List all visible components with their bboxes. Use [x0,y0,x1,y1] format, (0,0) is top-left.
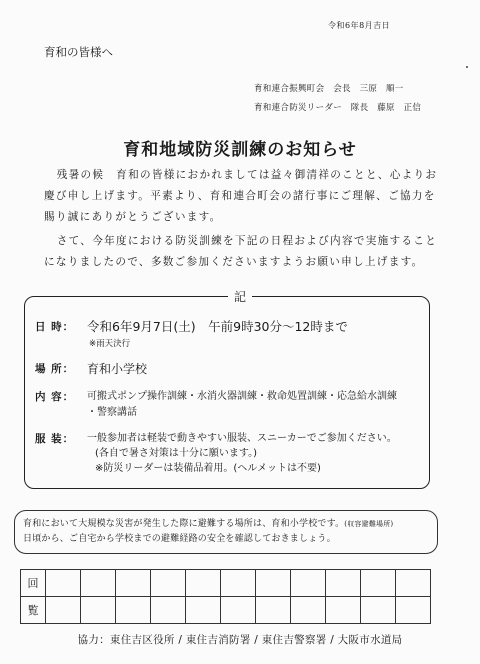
ki-heading [0,288,480,305]
circulation-stamp-cell [361,597,396,624]
notice-line-1-main: 育和において大規模な災害が発生した際に避難する場所は、育和小学校です。 [23,519,345,529]
circulation-stamp-cell [256,597,291,624]
circulation-stamp-cell [256,570,291,597]
circulation-stamp-cell [291,597,326,624]
notice-line-1-small: (収容避難場所) [344,520,394,528]
content-line-1: 可搬式ポンプ操作訓練・水消火器訓練・救命処置訓練・応急給水訓練 [87,391,397,402]
cooperation-line: 協力：東住吉区役所 / 東住吉消防署 / 東住吉警察署 / 大阪市水道局 [77,634,403,646]
circulation-stamp-cell [81,570,116,597]
circulation-stamp-cell [396,597,431,624]
content-line-2: ・警察講話 [87,407,137,418]
sender-line-2: 育和連合防災リーダー 隊長 藤原 正信 [254,103,422,113]
ki-mark: 記 [228,290,252,304]
circulation-stamp-cell [116,570,151,597]
notice-line-2: 日頃から、ご自宅から学校までの避難経路の安全を確認しておきましょう。 [23,534,336,544]
greeting: 育和の皆様へ [44,45,113,59]
dress-value-block [87,431,423,476]
details-box [24,296,430,489]
circulation-stamp-cell [361,570,396,597]
date-label: 日 時： [35,321,75,333]
dress-line-3: ※防災リーダーは装備品着用。(ヘルメットは不要) [95,463,321,474]
evacuation-notice [14,510,438,554]
circulation-stamp-cell [291,570,326,597]
date-value-block [87,319,423,352]
sender-line-1: 育和連合振興町会 会長 三原 順一 [254,84,404,94]
circulation-stamp-cell [46,570,81,597]
dress-line-1: 一般参加者は軽装で動きやすい服装、スニーカーでご参加ください。 [87,433,397,444]
circulation-stamp-cell [326,570,361,597]
circulation-stamp-cell [151,597,186,624]
content-value-block [87,389,423,421]
circulation-stamp-cell [46,597,81,624]
circulation-row-bottom [21,597,431,624]
circulation-stamp-cell [186,597,221,624]
circulation-stamp-cell [221,570,256,597]
circulation-label-top: 回 [21,570,46,597]
body-paragraph-1: 残暑の候 育和の皆様におかれましては益々御清祥のことと、心よりお慶び申し上げます。平素より、育和連合町会の諸行事にご理解、ご協力を賜り誠にありがとうございます。 [44,169,438,223]
notice-line-1 [23,517,429,532]
circulation-row-top [21,570,431,597]
place-value: 育和小学校 [87,362,148,376]
circulation-stamp-cell [396,570,431,597]
circulation-stamp-cell [151,570,186,597]
document-date: 令和6年8月吉日 [328,21,391,30]
circulation-stamp-cell [326,597,361,624]
circulation-stamp-cell [81,597,116,624]
circulation-stamp-cell [116,597,151,624]
dress-line-2: (各自で暑さ対策は十分に願います。) [95,448,258,459]
speck [466,66,468,68]
dress-label: 服 装： [35,433,75,445]
circulation-stamp-cell [221,597,256,624]
circulation-table [20,569,431,624]
content-label: 内 容： [35,391,75,403]
rain-note: ※雨天決行 [89,339,131,349]
page-title: 育和地域防災訓練のお知らせ [123,140,357,160]
date-value: 令和6年9月7日(土) 午前9時30分～12時まで [87,319,348,334]
circulation-label-bottom: 覧 [21,597,46,624]
place-label: 場 所： [35,363,75,375]
body-paragraph-2: さて、今年度における防災訓練を下記の日程および内容で実施することになりましたので、多数ご参加くださいますようお願い申し上げます。 [44,235,438,268]
circulation-stamp-cell [186,570,221,597]
